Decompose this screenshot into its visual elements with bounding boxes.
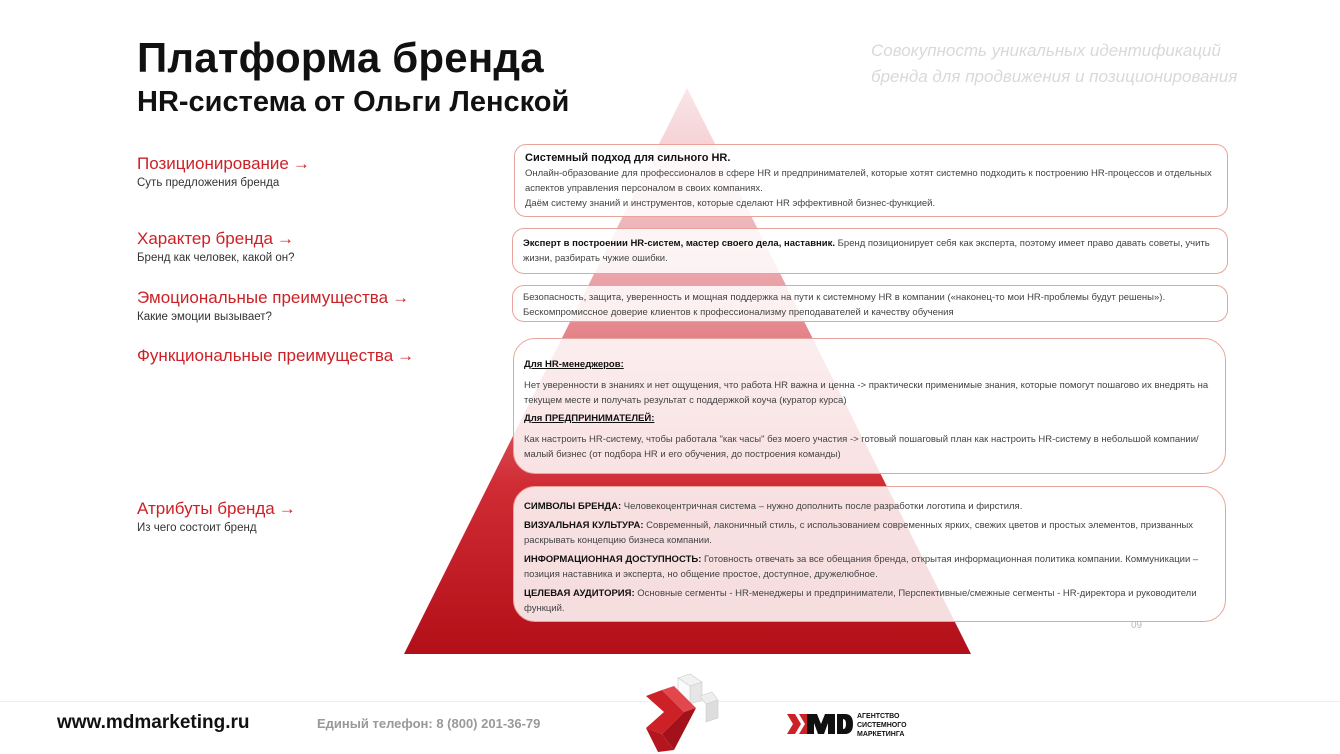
character-heading: Эксперт в построении HR-систем, мастер своего дела, наставник. xyxy=(523,238,836,249)
arrow-right-icon: → xyxy=(397,346,415,365)
attribute-text: Основные сегменты - HR-менеджеры и предприниматели, Перспективные/смежные сегменты - HR-директора и руководители функций. xyxy=(524,588,1197,614)
attribute-audience xyxy=(524,586,1215,616)
md-logo-icon xyxy=(787,710,853,738)
website-link[interactable]: www.mdmarketing.ru xyxy=(57,712,250,733)
attribute-text: Человекоцентричная система – нужно дополнить после разработки логотипа и фирстиля. xyxy=(621,501,1023,512)
phone-number: Единый телефон: 8 (800) 201-36-79 xyxy=(317,716,541,731)
agency-logo xyxy=(787,710,907,738)
attribute-key: ИНФОРМАЦИОННАЯ ДОСТУПНОСТЬ: xyxy=(524,554,702,565)
hr-text: Нет уверенности в знаниях и нет ощущения, что работа HR важна и ценна -> практически применимые знания, которые помогут пошагово их внедрять на текущем месте и получать результат с поддержкой коуча (куратор курса) xyxy=(524,380,1209,406)
agency-line: АГЕНТСТВО xyxy=(857,713,900,720)
biz-heading: Для ПРЕДПРИНИМАТЕЛЕЙ: xyxy=(524,413,655,424)
attributes-box xyxy=(513,486,1226,622)
attribute-key: ВИЗУАЛЬНАЯ КУЛЬТУРА: xyxy=(524,520,644,531)
section-desc: Из чего состоит бренд xyxy=(137,522,257,534)
positioning-text-2: Даём систему знаний и инструментов, которые сделают HR эффективной бизнес-функцией. xyxy=(525,198,936,209)
emotional-text: Безопасность, защита, уверенность и мощная поддержка на пути к системному HR в компании («наконец-то мои HR-проблемы будут решены»). xyxy=(523,292,1166,303)
brand-arrow-icon xyxy=(640,672,720,754)
emotional-box xyxy=(512,285,1228,322)
section-attributes xyxy=(137,499,296,534)
attribute-symbols xyxy=(524,499,1215,514)
page-subtitle: HR-система от Ольги Ленской xyxy=(137,86,570,118)
agency-line: СИСТЕМНОГО xyxy=(857,722,907,729)
attribute-visual xyxy=(524,518,1215,548)
tagline: Совокупность уникальных идентификаций бренда для продвижения и позиционирования xyxy=(871,41,1238,86)
section-label: Позиционирование xyxy=(137,154,289,173)
arrow-right-icon: → xyxy=(392,288,410,307)
section-emotional xyxy=(137,288,409,323)
section-label: Характер бренда xyxy=(137,229,273,248)
character-box xyxy=(512,228,1228,274)
section-desc: Суть предложения бренда xyxy=(137,177,280,189)
section-label: Функциональные преимущества xyxy=(137,346,394,365)
section-label: Эмоциональные преимущества xyxy=(137,288,389,307)
section-desc: Бренд как человек, какой он? xyxy=(137,252,295,264)
emotional-text-2: Бескомпромиссное доверие клиентов к профессионализму преподавателей и качеству обучения xyxy=(523,307,954,318)
page-title: Платформа бренда xyxy=(137,34,544,81)
attribute-text: Готовность отвечать за все обещания бренда, открытая информационная политика компании. Коммуникации – позиция наставника и эксперта, но общение простое, доступное, дружелюбное. xyxy=(524,554,1199,580)
arrow-right-icon: → xyxy=(292,154,310,173)
biz-text: Как настроить HR-систему, чтобы работала "как часы" без моего участия -> готовый пошаговый план как настроить HR-систему в небольшой компании/ малый бизнес (от подбора HR и его обучения, до построения команды) xyxy=(524,434,1199,460)
section-character xyxy=(137,229,295,264)
positioning-heading: Системный подход для сильного HR. xyxy=(525,152,731,164)
section-positioning xyxy=(137,154,310,189)
attribute-key: СИМВОЛЫ БРЕНДА: xyxy=(524,501,622,512)
arrow-right-icon: → xyxy=(276,229,294,248)
section-label: Атрибуты бренда xyxy=(137,499,275,518)
arrow-right-icon: → xyxy=(278,499,296,518)
agency-line: МАРКЕТИНГА xyxy=(857,731,905,738)
attribute-info xyxy=(524,552,1215,582)
hr-heading: Для HR-менеджеров: xyxy=(524,359,624,370)
attribute-text: Современный, лаконичный стиль, с использованием современных ярких, свежих цветов и простых элементов, призванных раскрывать концепцию бизнеса компании. xyxy=(524,520,1194,546)
page-number: 09 xyxy=(1131,620,1143,631)
character-text: Бренд позиционирует себя как эксперта, поэтому имеет право давать советы, учить жизни, разбирать чужие ошибки. xyxy=(523,238,1210,264)
positioning-text: Онлайн-образование для профессионалов в сфере HR и предпринимателей, которые хотят системно подходить к построению HR-процессов и отдельных аспектов управления персоналом в своих компаниях. xyxy=(525,168,1212,194)
positioning-box xyxy=(514,144,1228,217)
functional-box xyxy=(513,338,1226,474)
attribute-key: ЦЕЛЕВАЯ АУДИТОРИЯ: xyxy=(524,588,635,599)
section-desc: Какие эмоции вызывает? xyxy=(137,311,272,323)
section-functional xyxy=(137,346,414,366)
